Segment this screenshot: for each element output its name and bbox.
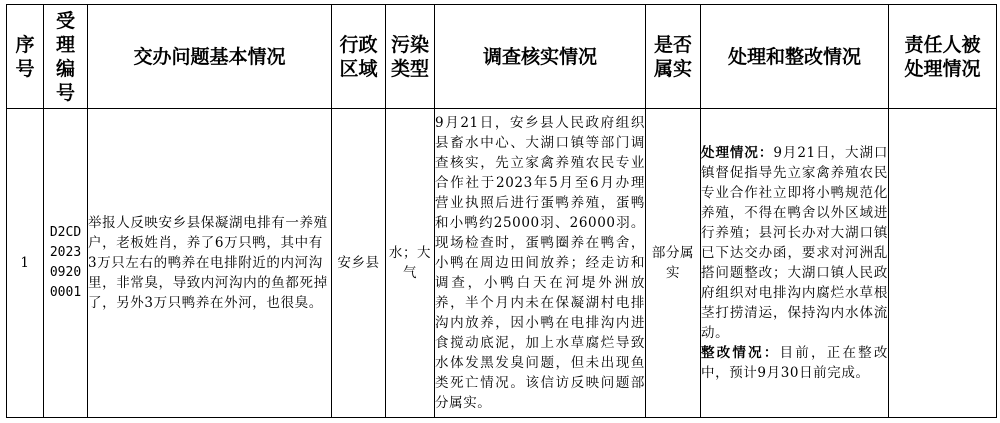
cell-region: 安乡县 [332,109,386,418]
header-problem: 交办问题基本情况 [88,5,332,109]
header-true: 是否 属实 [646,5,701,109]
handling-label: 处理情况： [701,145,774,161]
rectify-text: 目前，正在整改中，预计9月30日前完成。 [701,345,889,381]
cell-is-true: 部分属实 [646,109,701,418]
cell-handling [701,109,889,418]
cell-problem: 举报人反映安乡县保凝湖电排有一养殖户，老板姓肖，养了6万只鸭，其中有3万只左右的鸭养在电排附近的内河沟里，非常臭，导致内河沟内的鱼都死掉了，另外3万只鸭养在外河，也很臭。 [88,109,332,418]
handling-paragraph [701,143,888,343]
header-row [7,5,997,109]
header-pollution: 污染 类型 [386,5,435,109]
header-region: 行政 区域 [332,5,386,109]
handling-text: 9月21日，大湖口镇督促指导先立家禽养殖农民专业合作社立即将小鸭规范化养殖，不得在鸭舍以外区域进行养殖；县河长办对大湖口镇已下达交办函，要求对河洲乱搭问题整改；大湖口镇人民政府组织对电排沟内腐烂水草根茎打捞清运，保持沟内水体流动。 [701,145,889,341]
cell-investigation: 9月21日，安乡县人民政府组织县畜水中心、大湖口镇等部门调查核实，先立家禽养殖农民专业合作社于2023年5月至6月办理营业执照后进行蛋鸭养殖，蛋鸭和小鸭约25000羽、26000羽。现场检查时，蛋鸭圈养在鸭舍，小鸭在周边田间放养；经走访和调查，小鸭白天在河堤外洲放养，半个月内未在保凝湖村电排沟内放养，因小鸭在电排沟内进食搅动底泥，加上水草腐烂导致水体发黑发臭问题，但未出现鱼类死亡情况。该信访反映问题部分属实。 [435,109,646,418]
header-id: 受 理 编 号 [44,5,88,109]
cell-seq: 1 [7,109,44,418]
rectify-label: 整改情况： [701,345,780,361]
header-seq: 序 号 [7,5,44,109]
case-table [6,4,997,418]
cell-pollution: 水；大气 [386,109,435,418]
header-responsible: 责任人被 处理情况 [889,5,997,109]
cell-responsible [889,109,997,418]
header-investigation: 调查核实情况 [435,5,646,109]
cell-id: D2CD 2023 0920 0001 [44,109,88,418]
header-handling: 处理和整改情况 [701,5,889,109]
table-row [7,109,997,418]
rectify-paragraph [701,343,888,383]
